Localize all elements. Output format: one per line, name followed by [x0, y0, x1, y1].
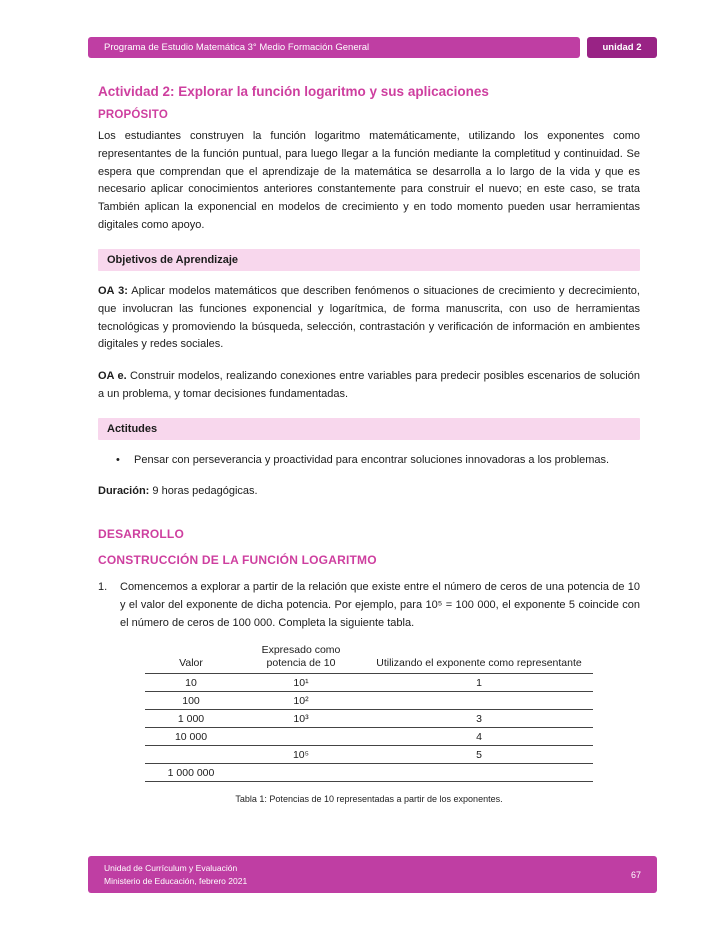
powers-of-ten-table [145, 643, 593, 782]
actitudes-bullet: • Pensar con perseverancia y proactividad para encontrar soluciones innovadoras a los problemas. [134, 452, 640, 470]
col-header-potencia: Expresado como potencia de 10 [237, 643, 365, 674]
cell-valor: 10 000 [145, 728, 237, 746]
cell-valor: 10 [145, 674, 237, 692]
oa3-paragraph [98, 283, 640, 354]
footer-line2: Ministerio de Educación, febrero 2021 [104, 875, 248, 886]
cell-potencia: 10² [237, 692, 365, 710]
desarrollo-heading: DESARROLLO [98, 527, 184, 542]
table-row [145, 728, 593, 746]
unit-badge-label: unidad 2 [602, 42, 642, 53]
page-header [88, 37, 657, 58]
duracion-line [98, 485, 640, 497]
cell-exponente [365, 764, 593, 782]
cell-exponente: 5 [365, 746, 593, 764]
activity-title: Actividad 2: Explorar la función logaritmo y sus aplicaciones [98, 84, 489, 99]
cell-exponente [365, 692, 593, 710]
cell-valor: 1 000 [145, 710, 237, 728]
table-body [145, 674, 593, 782]
oa3-text: Aplicar modelos matemáticos que describen fenómenos o situaciones de crecimiento y decrecimiento, que involucran las funciones exponencial y logarítmica, de forma manuscrita, con uso de herramientas tecnológicas y promoviendo la búsqueda, selección, contrastación y verificación de información en ambientes digitales y redes sociales. [98, 284, 640, 351]
oa3-label: OA 3: [98, 284, 128, 297]
proposito-heading: PROPÓSITO [98, 109, 168, 121]
cell-potencia [237, 728, 365, 746]
cell-exponente: 3 [365, 710, 593, 728]
oae-label: OA e. [98, 370, 127, 383]
cell-exponente: 1 [365, 674, 593, 692]
cell-potencia [237, 764, 365, 782]
objetivos-band: Objetivos de Aprendizaje [98, 249, 640, 271]
oae-text: Construir modelos, realizando conexiones entre variables para predecir posibles escenarios de solución a un problema, y tomar decisiones fundamentadas. [98, 370, 640, 400]
page-number: 67 [630, 869, 641, 880]
table-row [145, 764, 593, 782]
col-header-exponente: Utilizando el exponente como representante [365, 643, 593, 674]
cell-potencia: 10¹ [237, 674, 365, 692]
col-header-valor: Valor [145, 643, 237, 674]
actitudes-list [98, 452, 640, 470]
table-head [145, 643, 593, 674]
cell-valor [145, 746, 237, 764]
header-bar [88, 37, 580, 58]
cell-potencia: 10⁵ [237, 746, 365, 764]
table-header-row [145, 643, 593, 674]
table-row [145, 710, 593, 728]
cell-potencia: 10³ [237, 710, 365, 728]
item-text: Comencemos a explorar a partir de la relación que existe entre el número de ceros de una potencia de 10 y el valor del exponente de dicha potencia. Por ejemplo, para 10⁵ = 100 000, el exponente 5 coincide con el número de ceros de 100 000. Completa la siguiente tabla. [120, 581, 640, 629]
duracion-text: 9 horas pedagógicas. [149, 485, 258, 498]
duracion-label: Duración: [98, 485, 150, 498]
cell-exponente: 4 [365, 728, 593, 746]
table-row [145, 674, 593, 692]
construccion-heading: CONSTRUCCIÓN DE LA FUNCIÓN LOGARITMO [98, 553, 377, 568]
proposito-paragraph: Los estudiantes construyen la función logaritmo matemáticamente, utilizando los exponentes como representantes de la función puntual, para luego llegar a la función mediante la completitud y continuidad. Se espera que comprendan que el aprendizaje de la matemática se desarrolla a lo largo de la vida y que es necesario aplicar conocimientos anteriores constantemente para construir el nuevo; en este caso, se trata También aplican la exponencial en modelos de crecimiento y en todo momento pueden usar herramientas digitales como apoyo. [98, 130, 640, 232]
table-caption: Tabla 1: Potencias de 10 representadas a partir de los exponentes. [235, 794, 503, 805]
page-footer [88, 856, 657, 893]
footer-line1: Unidad de Currículum y Evaluación [104, 862, 238, 873]
table-row [145, 692, 593, 710]
table-row [145, 746, 593, 764]
item-number: 1. [98, 581, 108, 594]
actitudes-band: Actitudes [98, 418, 640, 440]
footer-text [104, 862, 247, 888]
cell-valor: 1 000 000 [145, 764, 237, 782]
oae-paragraph [98, 368, 640, 404]
header-title: Programa de Estudio Matemática 3° Medio Formación General [104, 42, 370, 53]
unit-badge [587, 37, 657, 58]
cell-valor: 100 [145, 692, 237, 710]
page-content [98, 84, 640, 804]
numbered-item-1 [98, 579, 640, 632]
